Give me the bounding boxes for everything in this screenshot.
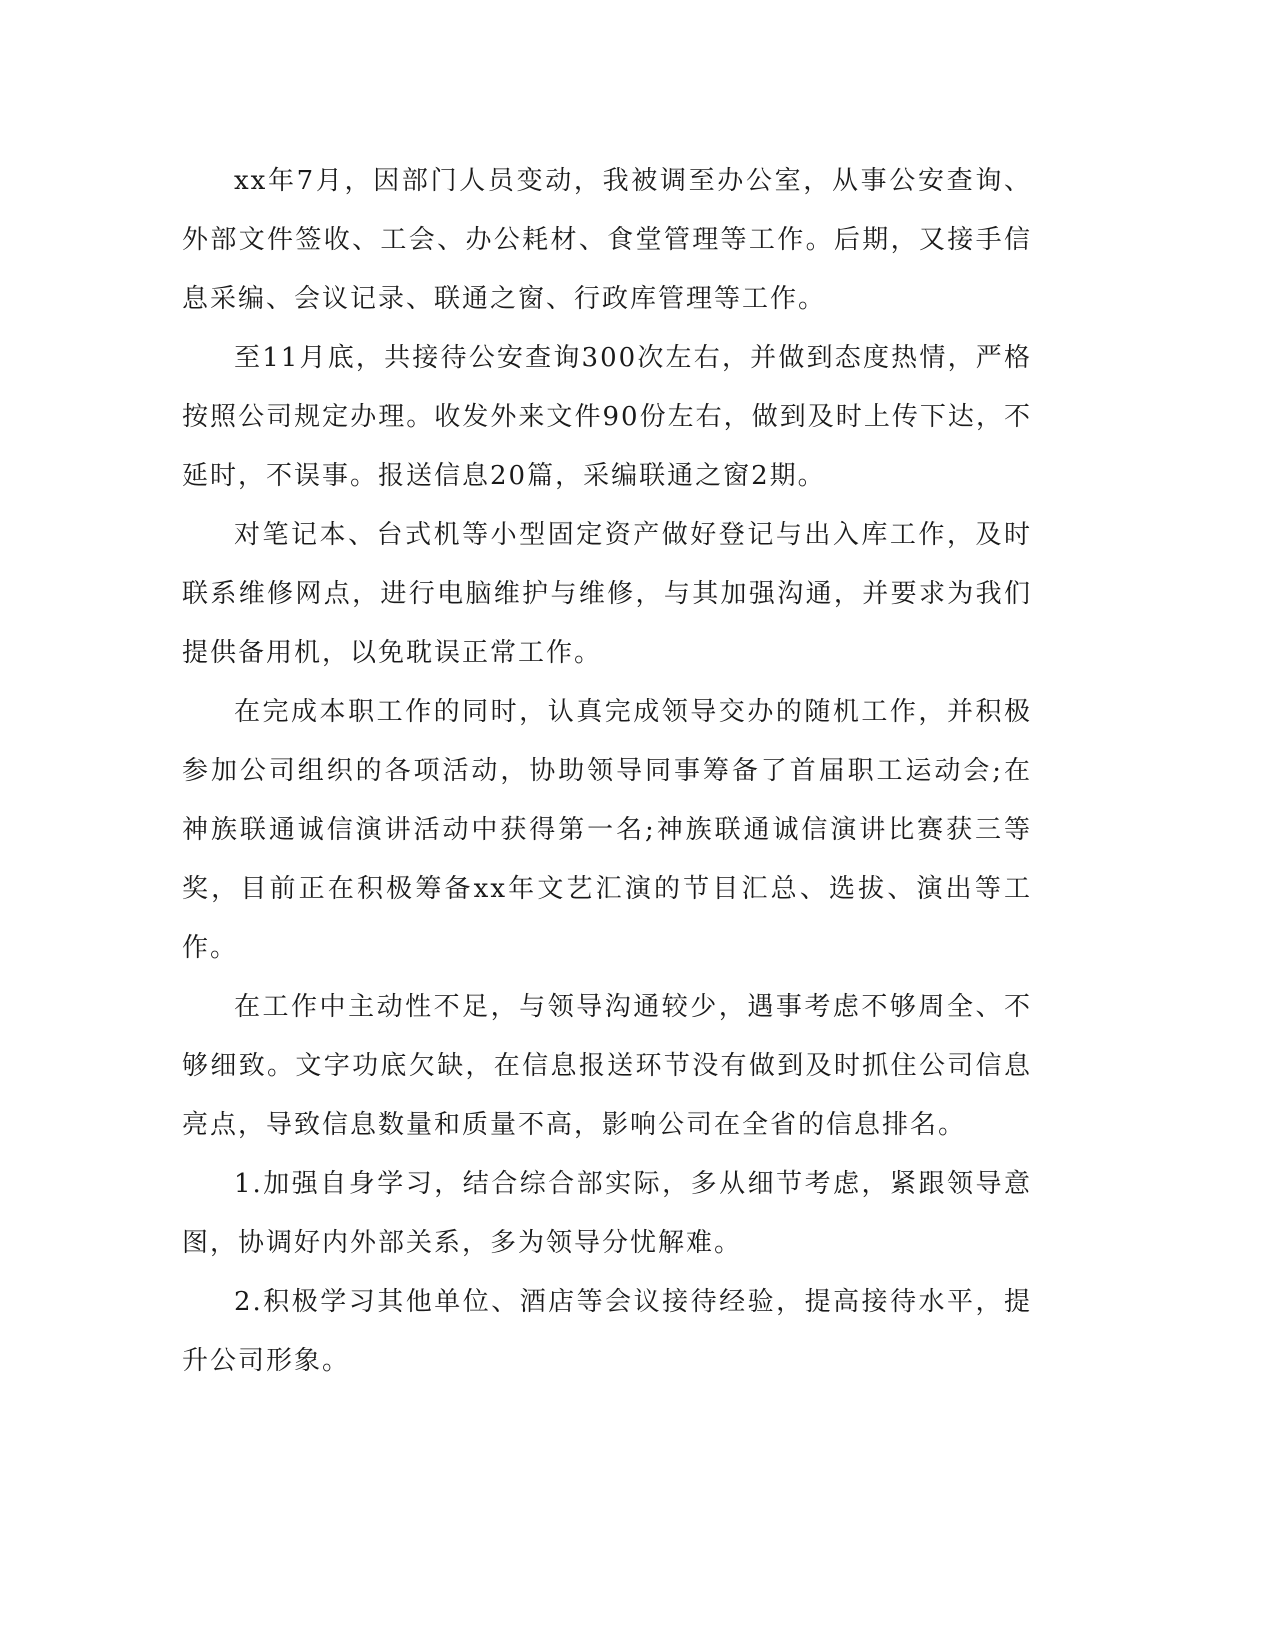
- paragraph-3: 对笔记本、台式机等小型固定资产做好登记与出入库工作，及时联系维修网点，进行电脑维护与维修，与其加强沟通，并要求为我们提供备用机，以免耽误正常工作。: [182, 520, 1032, 668]
- paragraph-6: 1.加强自身学习，结合综合部实际，多从细节考虑，紧跟领导意图，协调好内外部关系，多为领导分忧解难。: [182, 1169, 1032, 1258]
- paragraph-5: 在工作中主动性不足，与领导沟通较少，遇事考虑不够周全、不够细致。文字功底欠缺，在信息报送环节没有做到及时抓住公司信息亮点，导致信息数量和质量不高，影响公司在全省的信息排名。: [182, 992, 1032, 1140]
- paragraph-7: 2.积极学习其他单位、酒店等会议接待经验，提高接待水平，提升公司形象。: [182, 1287, 1032, 1376]
- paragraph-4: 在完成本职工作的同时，认真完成领导交办的随机工作，并积极参加公司组织的各项活动，协助领导同事筹备了首届职工运动会;在神族联通诚信演讲活动中获得第一名;神族联通诚信演讲比赛获三等奖，目前正在积极筹备xx年文艺汇演的节目汇总、选拔、演出等工作。: [182, 697, 1032, 963]
- paragraph-2: 至11月底，共接待公安查询300次左右，并做到态度热情，严格按照公司规定办理。收发外来文件90份左右，做到及时上传下达，不延时，不误事。报送信息20篇，采编联通之窗2期。: [182, 343, 1032, 491]
- document-body: [182, 152, 1032, 1391]
- paragraph-1: xx年7月，因部门人员变动，我被调至办公室，从事公安查询、外部文件签收、工会、办公耗材、食堂管理等工作。后期，又接手信息采编、会议记录、联通之窗、行政库管理等工作。: [182, 166, 1032, 314]
